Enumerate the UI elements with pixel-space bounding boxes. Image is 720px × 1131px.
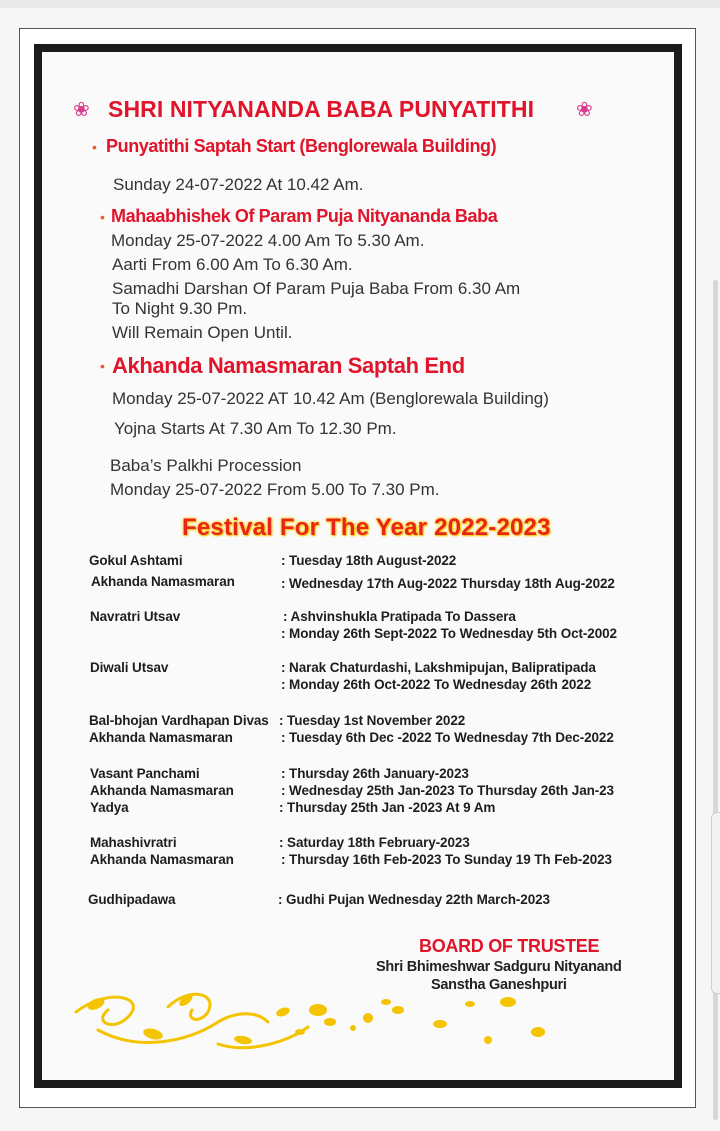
palkhi-line: Baba’s Palkhi Procession: [110, 456, 302, 475]
mahaabhishek-heading: Mahaabhishek Of Param Puja Nityananda Baba: [111, 206, 498, 226]
bullet-icon: •: [100, 358, 105, 374]
festival-detail: : Wednesday 25th Jan-2023 To Thursday 26th Jan-23: [281, 783, 614, 798]
mahaabhishek-line: Monday 25-07-2022 4.00 Am To 5.30 Am.: [111, 231, 425, 250]
festival-name: Navratri Utsav: [90, 609, 181, 624]
festival-detail: : Tuesday 1st November 2022: [279, 713, 466, 728]
festival-detail: : Tuesday 18th August-2022: [281, 553, 457, 568]
festival-detail: : Wednesday 17th Aug-2022 Thursday 18th Aug-2022: [281, 576, 615, 591]
bullet-icon: •: [100, 209, 105, 225]
festival-detail: : Saturday 18th February-2023: [279, 835, 470, 850]
saptah-end-heading: Akhanda Namasmaran Saptah End: [112, 353, 465, 378]
main-title: SHRI NITYANANDA BABA PUNYATITHI: [108, 96, 535, 122]
festival-detail: : Thursday 26th January-2023: [281, 766, 469, 781]
festival-title: Festival For The Year 2022-2023: [182, 514, 551, 541]
saptah-start-date: Sunday 24-07-2022 At 10.42 Am.: [113, 175, 364, 194]
organisation-place: Sanstha Ganeshpuri: [431, 977, 567, 993]
festival-name: Akhanda Namasmaran: [90, 783, 234, 798]
festival-name: Akhanda Namasmaran: [89, 730, 233, 745]
mahaabhishek-line: Will Remain Open Until.: [112, 323, 293, 342]
palkhi-line: Monday 25-07-2022 From 5.00 To 7.30 Pm.: [110, 480, 440, 499]
festival-name: Gudhipadawa: [88, 892, 176, 907]
saptah-end-line: Yojna Starts At 7.30 Am To 12.30 Pm.: [114, 419, 397, 438]
saptah-end-line: Monday 25-07-2022 AT 10.42 Am (Benglorewala Building): [112, 389, 549, 408]
festival-detail: : Monday 26th Oct-2022 To Wednesday 26th 2022: [281, 677, 592, 692]
gold-floral-ornament: [68, 982, 588, 1062]
mahaabhishek-line: Aarti From 6.00 Am To 6.30 Am.: [112, 255, 353, 274]
festival-name: Diwali Utsav: [90, 660, 169, 675]
scrollbar[interactable]: [713, 280, 718, 1120]
flower-right-icon: ❀: [576, 99, 593, 121]
festival-name: Yadya: [90, 800, 129, 815]
festival-name: Vasant Panchami: [90, 766, 200, 781]
festival-detail: : Tuesday 6th Dec -2022 To Wednesday 7th Dec-2022: [281, 730, 614, 745]
festival-detail: : Narak Chaturdashi, Lakshmipujan, Balipratipada: [281, 660, 596, 675]
festival-detail: : Monday 26th Sept-2022 To Wednesday 5th Oct-2002: [281, 626, 617, 641]
organisation-name: Shri Bhimeshwar Sadguru Nityanand: [376, 959, 622, 975]
festival-name: Mahashivratri: [90, 835, 177, 850]
bullet-icon: •: [92, 139, 97, 155]
top-strip: [0, 0, 720, 8]
board-of-trustee-heading: BOARD OF TRUSTEE: [419, 936, 600, 956]
festival-detail: : Thursday 25th Jan -2023 At 9 Am: [279, 800, 496, 815]
festival-name: Akhanda Namasmaran: [90, 852, 234, 867]
festival-detail: : Gudhi Pujan Wednesday 22th March-2023: [278, 892, 550, 907]
saptah-start-heading: Punyatithi Saptah Start (Benglorewala Building): [106, 136, 497, 156]
flower-left-icon: ❀: [73, 99, 90, 121]
festival-detail: : Thursday 16th Feb-2023 To Sunday 19 Th Feb-2023: [281, 852, 612, 867]
edge-panel-handle[interactable]: [711, 812, 720, 994]
festival-name: Bal-bhojan Vardhapan Divas: [89, 713, 269, 728]
festival-name: Gokul Ashtami: [89, 553, 183, 568]
mahaabhishek-line: Samadhi Darshan Of Param Puja Baba From 6.30 Am: [112, 279, 521, 298]
festival-name: Akhanda Namasmaran: [91, 574, 235, 589]
festival-detail: : Ashvinshukla Pratipada To Dassera: [283, 609, 516, 624]
mahaabhishek-line: To Night 9.30 Pm.: [112, 299, 248, 318]
